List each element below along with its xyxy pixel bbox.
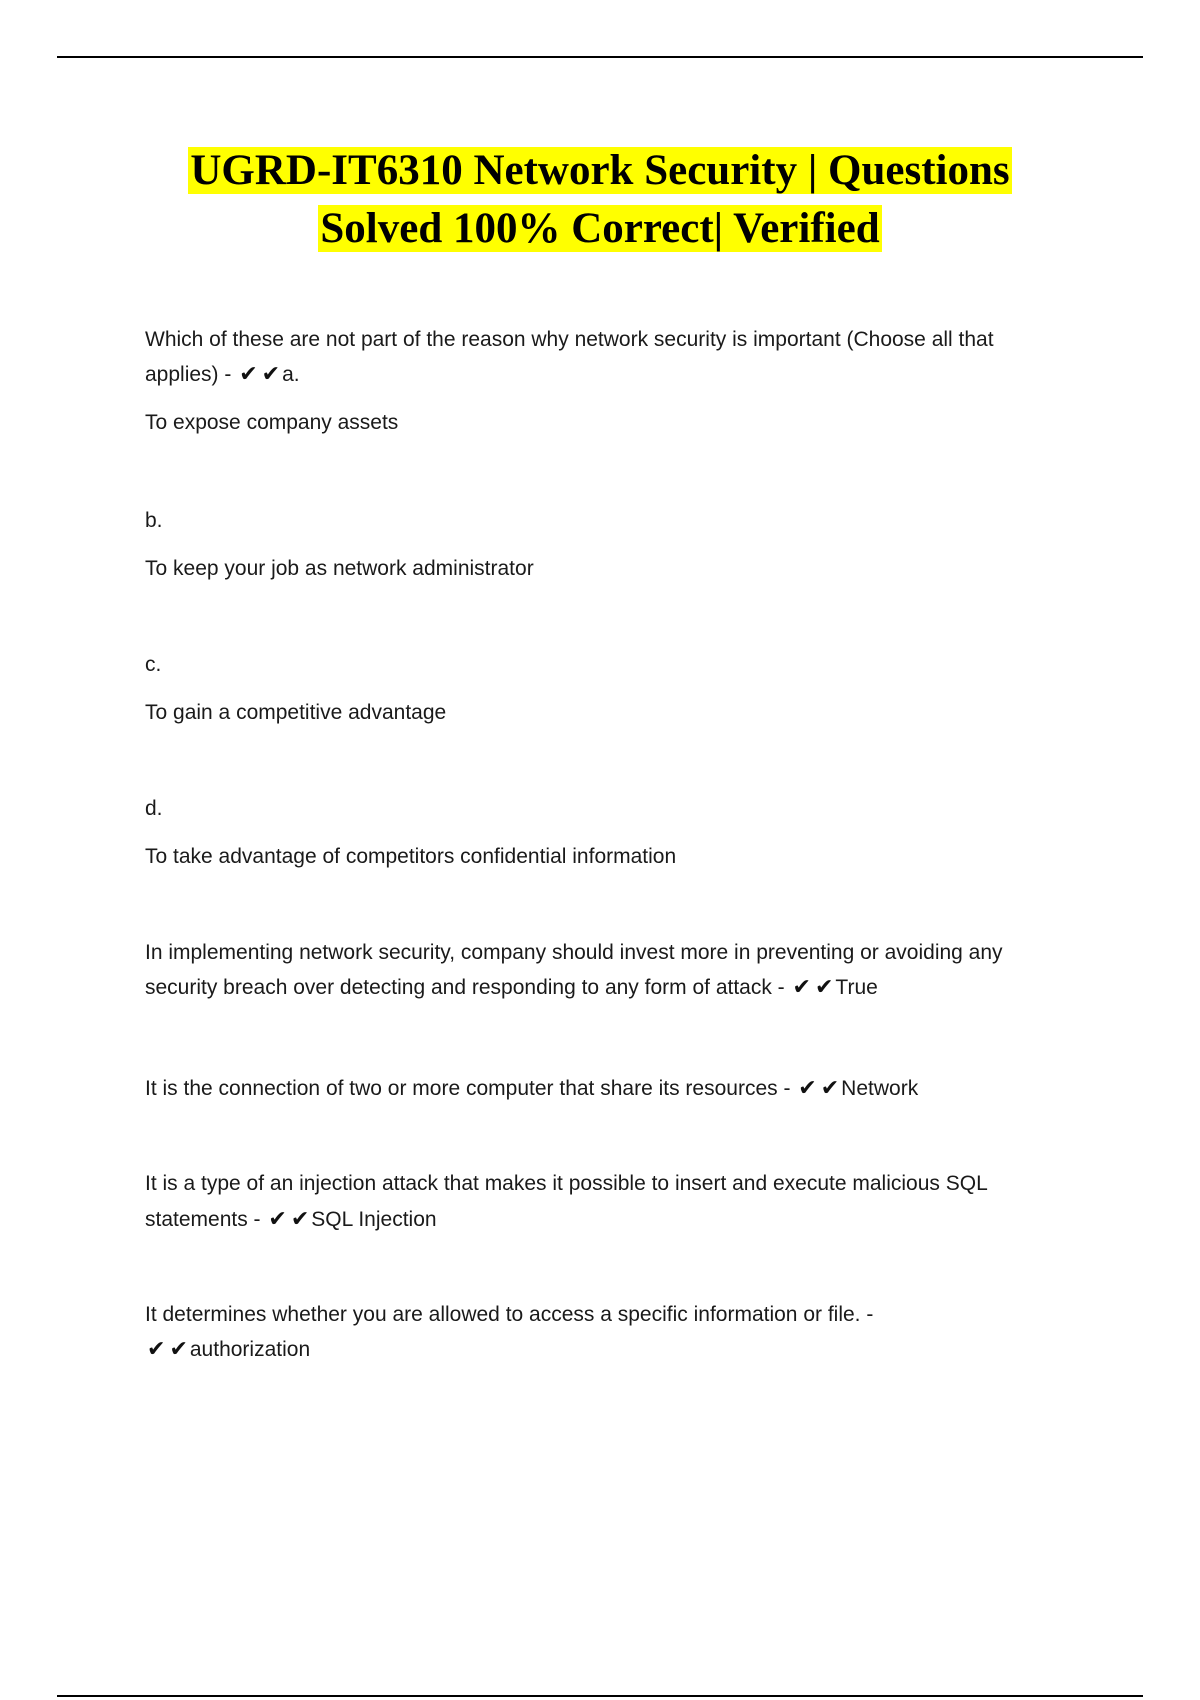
- question-1-line-2-text: applies) -: [145, 363, 232, 386]
- option-letter: d.: [145, 797, 163, 820]
- check-icon: ✔: [290, 1207, 310, 1232]
- option-text: To take advantage of competitors confidential information: [145, 845, 677, 868]
- top-rule: [57, 56, 1143, 58]
- document-title: [60, 142, 1140, 258]
- answer-text: True: [835, 976, 878, 999]
- answer-text: a.: [282, 363, 300, 386]
- question-4-line-2-text: statements -: [145, 1208, 261, 1231]
- title-line-2: Solved 100% Correct| Verified: [320, 205, 880, 252]
- option-text: To keep your job as network administrator: [145, 557, 534, 580]
- check-icon: ✔: [147, 1337, 166, 1362]
- bottom-rule: [57, 1695, 1143, 1697]
- question-1-line-1: Which of these are not part of the reason why network security is important (Choose all that: [145, 328, 994, 351]
- question-2-line-1: In implementing network security, company should invest more in preventing or avoiding any: [145, 941, 1003, 964]
- question-5-line-1: It determines whether you are allowed to access a specific information or file. -: [145, 1303, 874, 1326]
- option-text: To gain a competitive advantage: [145, 701, 447, 724]
- question-4-line-2: [145, 1202, 1075, 1237]
- option-letter: c.: [145, 653, 162, 676]
- check-icon: ✔: [798, 1076, 817, 1101]
- check-icon: ✔: [792, 975, 811, 1000]
- check-icon: ✔: [820, 1076, 840, 1101]
- question-5-line-2: [145, 1332, 1075, 1367]
- answer-text: Network: [841, 1077, 919, 1100]
- title-line-1: UGRD-IT6310 Network Security | Questions: [190, 147, 1010, 194]
- check-icon: ✔: [814, 975, 834, 1000]
- question-2-line-2: [145, 970, 1075, 1005]
- question-1-line-2: [145, 357, 1075, 392]
- option-letter: b.: [145, 509, 163, 532]
- answer-text: authorization: [189, 1338, 311, 1361]
- check-icon: ✔: [169, 1337, 188, 1362]
- question-3-line-1: [145, 1071, 1075, 1106]
- check-icon: ✔: [268, 1207, 287, 1232]
- option-text: To expose company assets: [145, 411, 399, 434]
- question-3-text: It is the connection of two or more computer that share its resources -: [145, 1077, 791, 1100]
- question-4-line-1: It is a type of an injection attack that makes it possible to insert and execute malicious SQL: [145, 1172, 988, 1195]
- question-2-line-2-text: security breach over detecting and responding to any form of attack -: [145, 976, 785, 999]
- answer-text: SQL Injection: [311, 1208, 437, 1231]
- check-icon: ✔: [261, 362, 281, 387]
- check-icon: ✔: [239, 362, 258, 387]
